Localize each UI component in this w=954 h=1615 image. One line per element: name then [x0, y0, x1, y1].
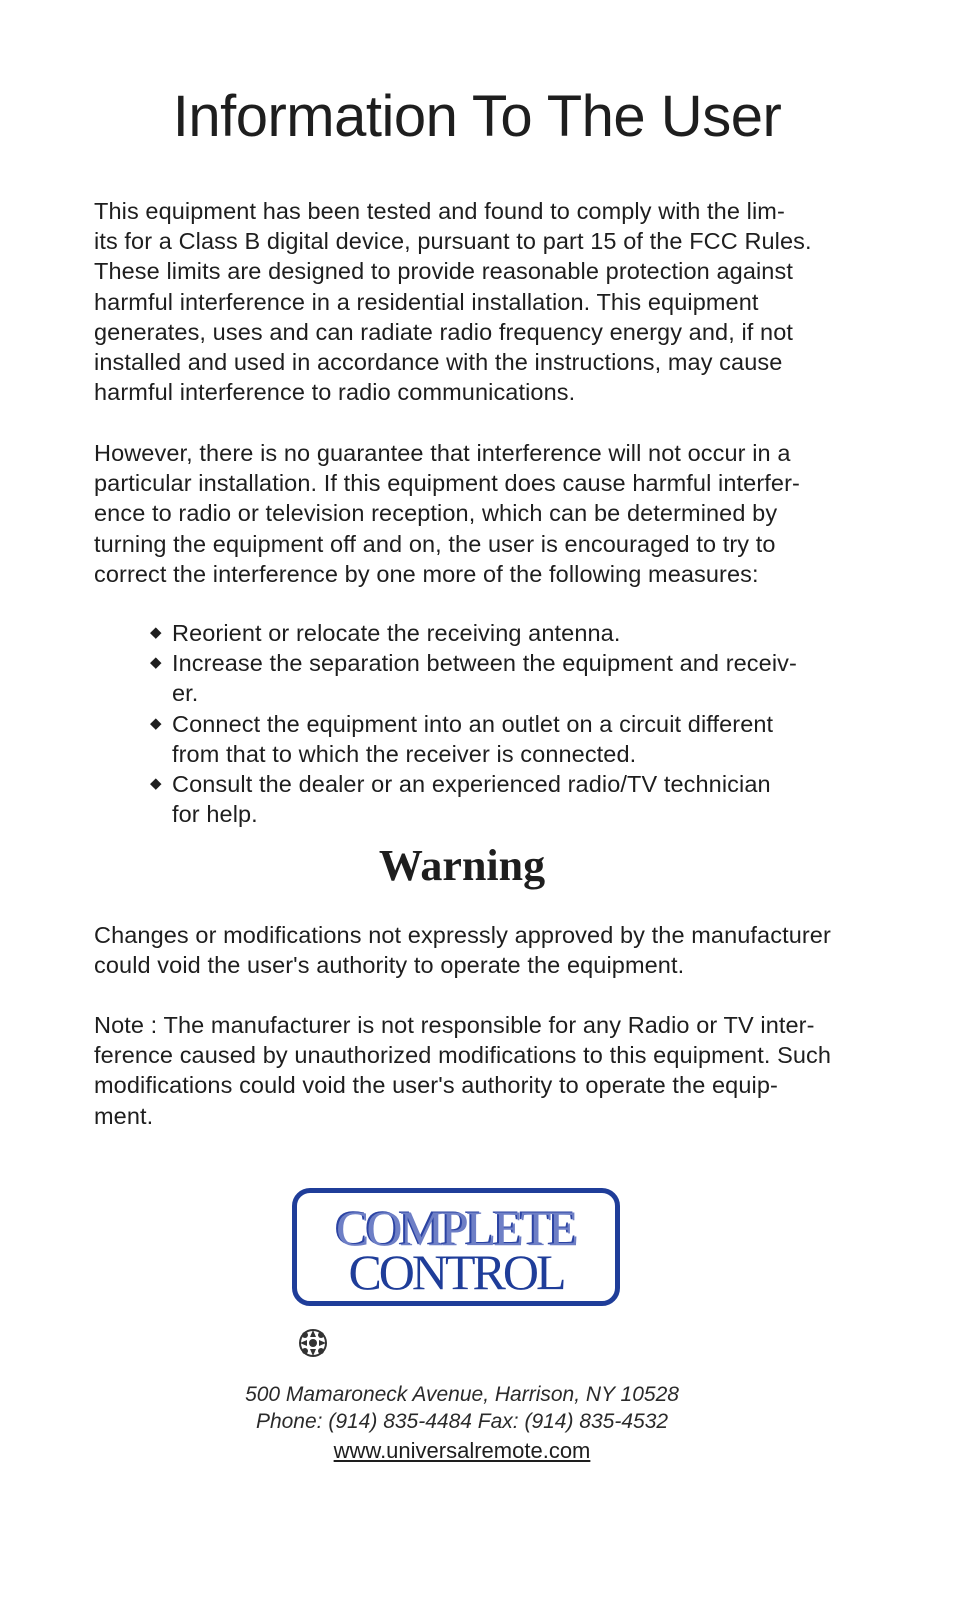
website-link[interactable]: www.universalremote.com: [333, 1438, 591, 1463]
paragraph-line: ment.: [94, 1102, 154, 1129]
paragraph-line: ence to radio or television reception, which can be determined by: [94, 500, 778, 527]
paragraph-line: Changes or modifications not expressly approved by the manufacturer: [94, 922, 831, 948]
paragraph-line: correct the interference by one more of the following measures:: [94, 560, 759, 587]
paragraph-line: could void the user's authority to operate the equipment.: [94, 952, 685, 979]
footer-address: 500 Mamaroneck Avenue, Harrison, NY 10528: [245, 1383, 679, 1406]
warning-heading: Warning: [378, 841, 546, 890]
paragraph-line: Note : The manufacturer is not responsible for any Radio or TV inter-: [94, 1012, 815, 1038]
list-item: [150, 618, 850, 648]
list-item-line: Connect the equipment into an outlet on a circuit different: [172, 710, 774, 737]
company-emblem-icon: [298, 1328, 328, 1358]
list-item-line: Reorient or relocate the receiving antenna.: [172, 620, 621, 646]
paragraph-line: installed and used in accordance with the instructions, may cause: [94, 349, 783, 376]
paragraph-line: harmful interference in a residential installation. This equipment: [94, 288, 759, 315]
logo-line-complete: COMPLETE: [336, 1200, 576, 1256]
list-item: [150, 709, 850, 769]
complete-control-logo: [292, 1188, 620, 1306]
logo-line-control: CONTROL: [348, 1244, 564, 1300]
paragraph-line: However, there is no guarantee that interference will not occur in a: [94, 440, 791, 466]
paragraph-line: its for a Class B digital device, pursuant to part 15 of the FCC Rules.: [94, 228, 812, 255]
diamond-bullet-icon: ◆: [150, 714, 162, 732]
paragraph-line: These limits are designed to provide reasonable protection against: [94, 258, 793, 285]
manufacturer-note-paragraph: [94, 1010, 854, 1131]
paragraph-line: harmful interference to radio communications.: [94, 379, 576, 406]
fcc-compliance-paragraph: [94, 196, 854, 407]
list-item-line: from that to which the receiver is connected.: [172, 740, 637, 767]
paragraph-line: modifications could void the user's authority to operate the equip-: [94, 1072, 778, 1099]
paragraph-line: turning the equipment off and on, the user is encouraged to try to: [94, 530, 776, 557]
diamond-bullet-icon: ◆: [150, 654, 162, 672]
no-guarantee-paragraph: [94, 438, 854, 589]
diamond-bullet-icon: ◆: [150, 624, 162, 641]
list-item-line: Increase the separation between the equipment and receiv-: [172, 650, 797, 677]
paragraph-line: This equipment has been tested and found to comply with the lim-: [94, 198, 785, 224]
list-item: [150, 648, 850, 708]
measures-list: [150, 618, 850, 829]
paragraph-line: particular installation. If this equipment does cause harmful interfer-: [94, 470, 800, 497]
list-item-line: er.: [172, 680, 199, 707]
paragraph-line: generates, uses and can radiate radio frequency energy and, if not: [94, 318, 794, 345]
page-title: Information To The User: [172, 84, 782, 149]
paragraph-line: ference caused by unauthorized modifications to this equipment. Such: [94, 1042, 832, 1069]
list-item-line: Consult the dealer or an experienced radio/TV technician: [172, 771, 771, 798]
footer-phone-fax: Phone: (914) 835-4484 Fax: (914) 835-4532: [255, 1410, 669, 1433]
list-item-line: for help.: [172, 801, 258, 828]
diamond-bullet-icon: ◆: [150, 775, 162, 793]
list-item: [150, 769, 850, 829]
modifications-warning-paragraph: [94, 920, 854, 980]
